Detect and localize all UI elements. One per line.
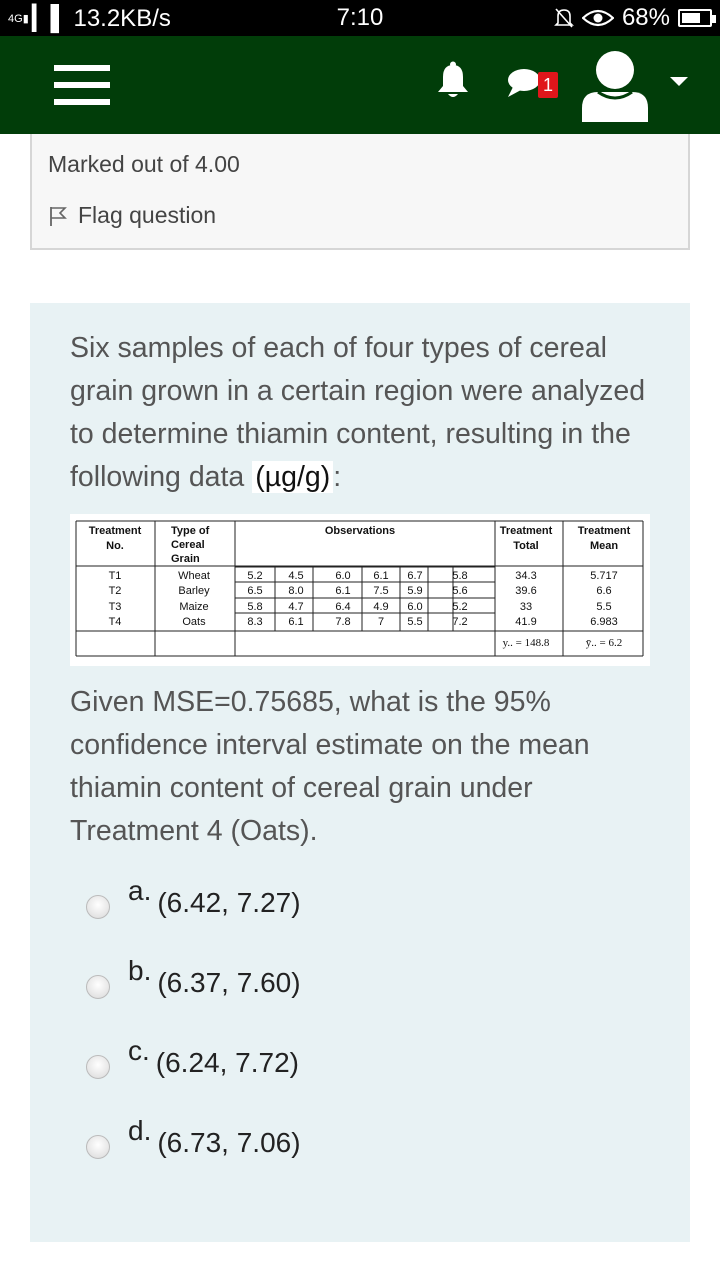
header-mean-1: Treatment: [577, 525, 631, 537]
option-d-text[interactable]: (6.73, 7.06): [157, 1127, 301, 1158]
status-right: [554, 4, 712, 32]
grain-type-cell: Maize: [179, 601, 209, 613]
flag-question-link[interactable]: [48, 202, 216, 229]
option-a-text[interactable]: (6.42, 7.27): [157, 887, 301, 918]
observation-cell: 6.5: [247, 585, 263, 597]
header-type-2: Cereal: [171, 539, 205, 551]
observation-cell: 6.1: [335, 585, 351, 597]
observation-cell: 8.3: [247, 616, 263, 628]
observation-cell: 4.5: [288, 570, 304, 582]
question-colon: :: [333, 461, 342, 493]
radio-option-b[interactable]: [86, 975, 110, 999]
battery-icon: [678, 9, 712, 27]
observation-cell: 5.9: [407, 585, 423, 597]
header-type-3: Grain: [171, 553, 200, 565]
header-observations: Observations: [324, 525, 396, 537]
marked-out-of: Marked out of 4.00: [48, 151, 240, 177]
observation-cell: 4.7: [288, 601, 304, 613]
treatment-total-cell: 39.6: [515, 585, 537, 597]
header-total-1: Treatment: [499, 525, 553, 537]
observation-cell: 5.2: [247, 570, 263, 582]
option-c-letter: c.: [128, 1035, 150, 1066]
observation-cell: 7.2: [452, 616, 468, 628]
question-text: [70, 327, 660, 499]
option-b-letter: b.: [128, 955, 152, 986]
observation-cell: 7.5: [373, 585, 389, 597]
grand-total: y.. = 148.8: [502, 637, 550, 649]
data-table-image: [70, 514, 650, 666]
battery-percent: 68%: [621, 4, 670, 31]
observation-cell: 6.1: [373, 570, 389, 582]
observation-cell: 8.0: [288, 585, 304, 597]
flag-icon: [48, 205, 68, 227]
battery-fill: [682, 13, 700, 23]
network-icon: 4G▮: [8, 12, 29, 25]
data-table: [70, 514, 650, 666]
treatment-mean-cell: 6.6: [596, 585, 612, 597]
option-d-letter: d.: [128, 1115, 152, 1146]
treatment-mean-cell: 5.5: [596, 601, 612, 613]
treatment-mean-cell: 6.983: [590, 616, 618, 628]
treatment-total-cell: 41.9: [515, 616, 537, 628]
header-mean-2: Mean: [589, 540, 619, 552]
header-treatment-no-1: Treatment: [88, 525, 142, 537]
radio-option-a[interactable]: [86, 895, 110, 919]
treatment-no-cell: T1: [108, 570, 122, 582]
header-total-2: Total: [513, 540, 539, 552]
treatment-total-cell: 33: [519, 601, 533, 613]
eye-icon: [582, 8, 614, 28]
clock: 7:10: [336, 4, 384, 31]
messages-icon[interactable]: [506, 67, 542, 99]
observation-cell: 5.6: [452, 585, 468, 597]
option-c[interactable]: [86, 1035, 299, 1079]
top-navbar: [0, 36, 720, 134]
observation-cell: 5.2: [452, 601, 468, 613]
observation-cell: 5.8: [452, 570, 468, 582]
network-speed: 13.2KB/s: [73, 4, 171, 32]
observation-cell: 6.7: [407, 570, 423, 582]
flag-question-label: Flag question: [78, 202, 217, 228]
grain-type-cell: Barley: [178, 585, 210, 597]
observation-cell: 5.5: [407, 616, 423, 628]
observation-cell: 6.0: [335, 570, 351, 582]
signal-icon: ▎▌: [32, 5, 68, 32]
question-info-box: [30, 134, 690, 250]
observation-cell: 7.8: [335, 616, 351, 628]
grain-type-cell: Oats: [182, 616, 206, 628]
observation-cell: 6.4: [335, 601, 351, 613]
observation-cell: 6.0: [407, 601, 423, 613]
notification-bell-icon[interactable]: [436, 61, 470, 101]
user-menu-chevron-down-icon[interactable]: [670, 77, 688, 86]
observation-cell: 6.1: [288, 616, 304, 628]
option-a[interactable]: [86, 875, 301, 919]
observation-cell: 5.8: [247, 601, 263, 613]
option-a-letter: a.: [128, 875, 152, 906]
treatment-no-cell: T4: [108, 616, 122, 628]
treatment-no-cell: T2: [108, 585, 122, 597]
header-type-1: Type of: [171, 525, 210, 537]
header-treatment-no-2: No.: [106, 540, 124, 552]
grain-type-cell: Wheat: [178, 570, 210, 582]
muted-alarm-icon: [554, 7, 574, 29]
question-text-2: Given MSE=0.75685, what is the 95% confidence interval estimate on the mean thiamin content of cereal grain under Treatment 4 (Oats).: [70, 686, 590, 847]
menu-icon[interactable]: [54, 65, 110, 105]
status-bar: [0, 0, 720, 36]
option-b[interactable]: [86, 955, 301, 999]
question-text-body: Six samples of each of four types of cereal grain grown in a certain region were analyzed to determine thiamin content, resulting in the following data: [70, 332, 646, 493]
messages-badge: 1: [538, 72, 558, 98]
observation-cell: 7: [377, 616, 385, 628]
option-c-text[interactable]: (6.24, 7.72): [155, 1047, 299, 1078]
radio-option-c[interactable]: [86, 1055, 110, 1079]
treatment-no-cell: T3: [108, 601, 122, 613]
option-b-text[interactable]: (6.37, 7.60): [157, 967, 301, 998]
user-avatar-icon[interactable]: [578, 48, 652, 122]
grand-mean: ȳ.. = 6.2: [585, 637, 623, 649]
unit-label: (µg/g): [252, 461, 333, 493]
treatment-total-cell: 34.3: [515, 570, 537, 582]
radio-option-d[interactable]: [86, 1135, 110, 1159]
question-box: [30, 303, 690, 1242]
treatment-mean-cell: 5.717: [590, 570, 618, 582]
observation-cell: 4.9: [373, 601, 389, 613]
option-d[interactable]: [86, 1115, 301, 1159]
